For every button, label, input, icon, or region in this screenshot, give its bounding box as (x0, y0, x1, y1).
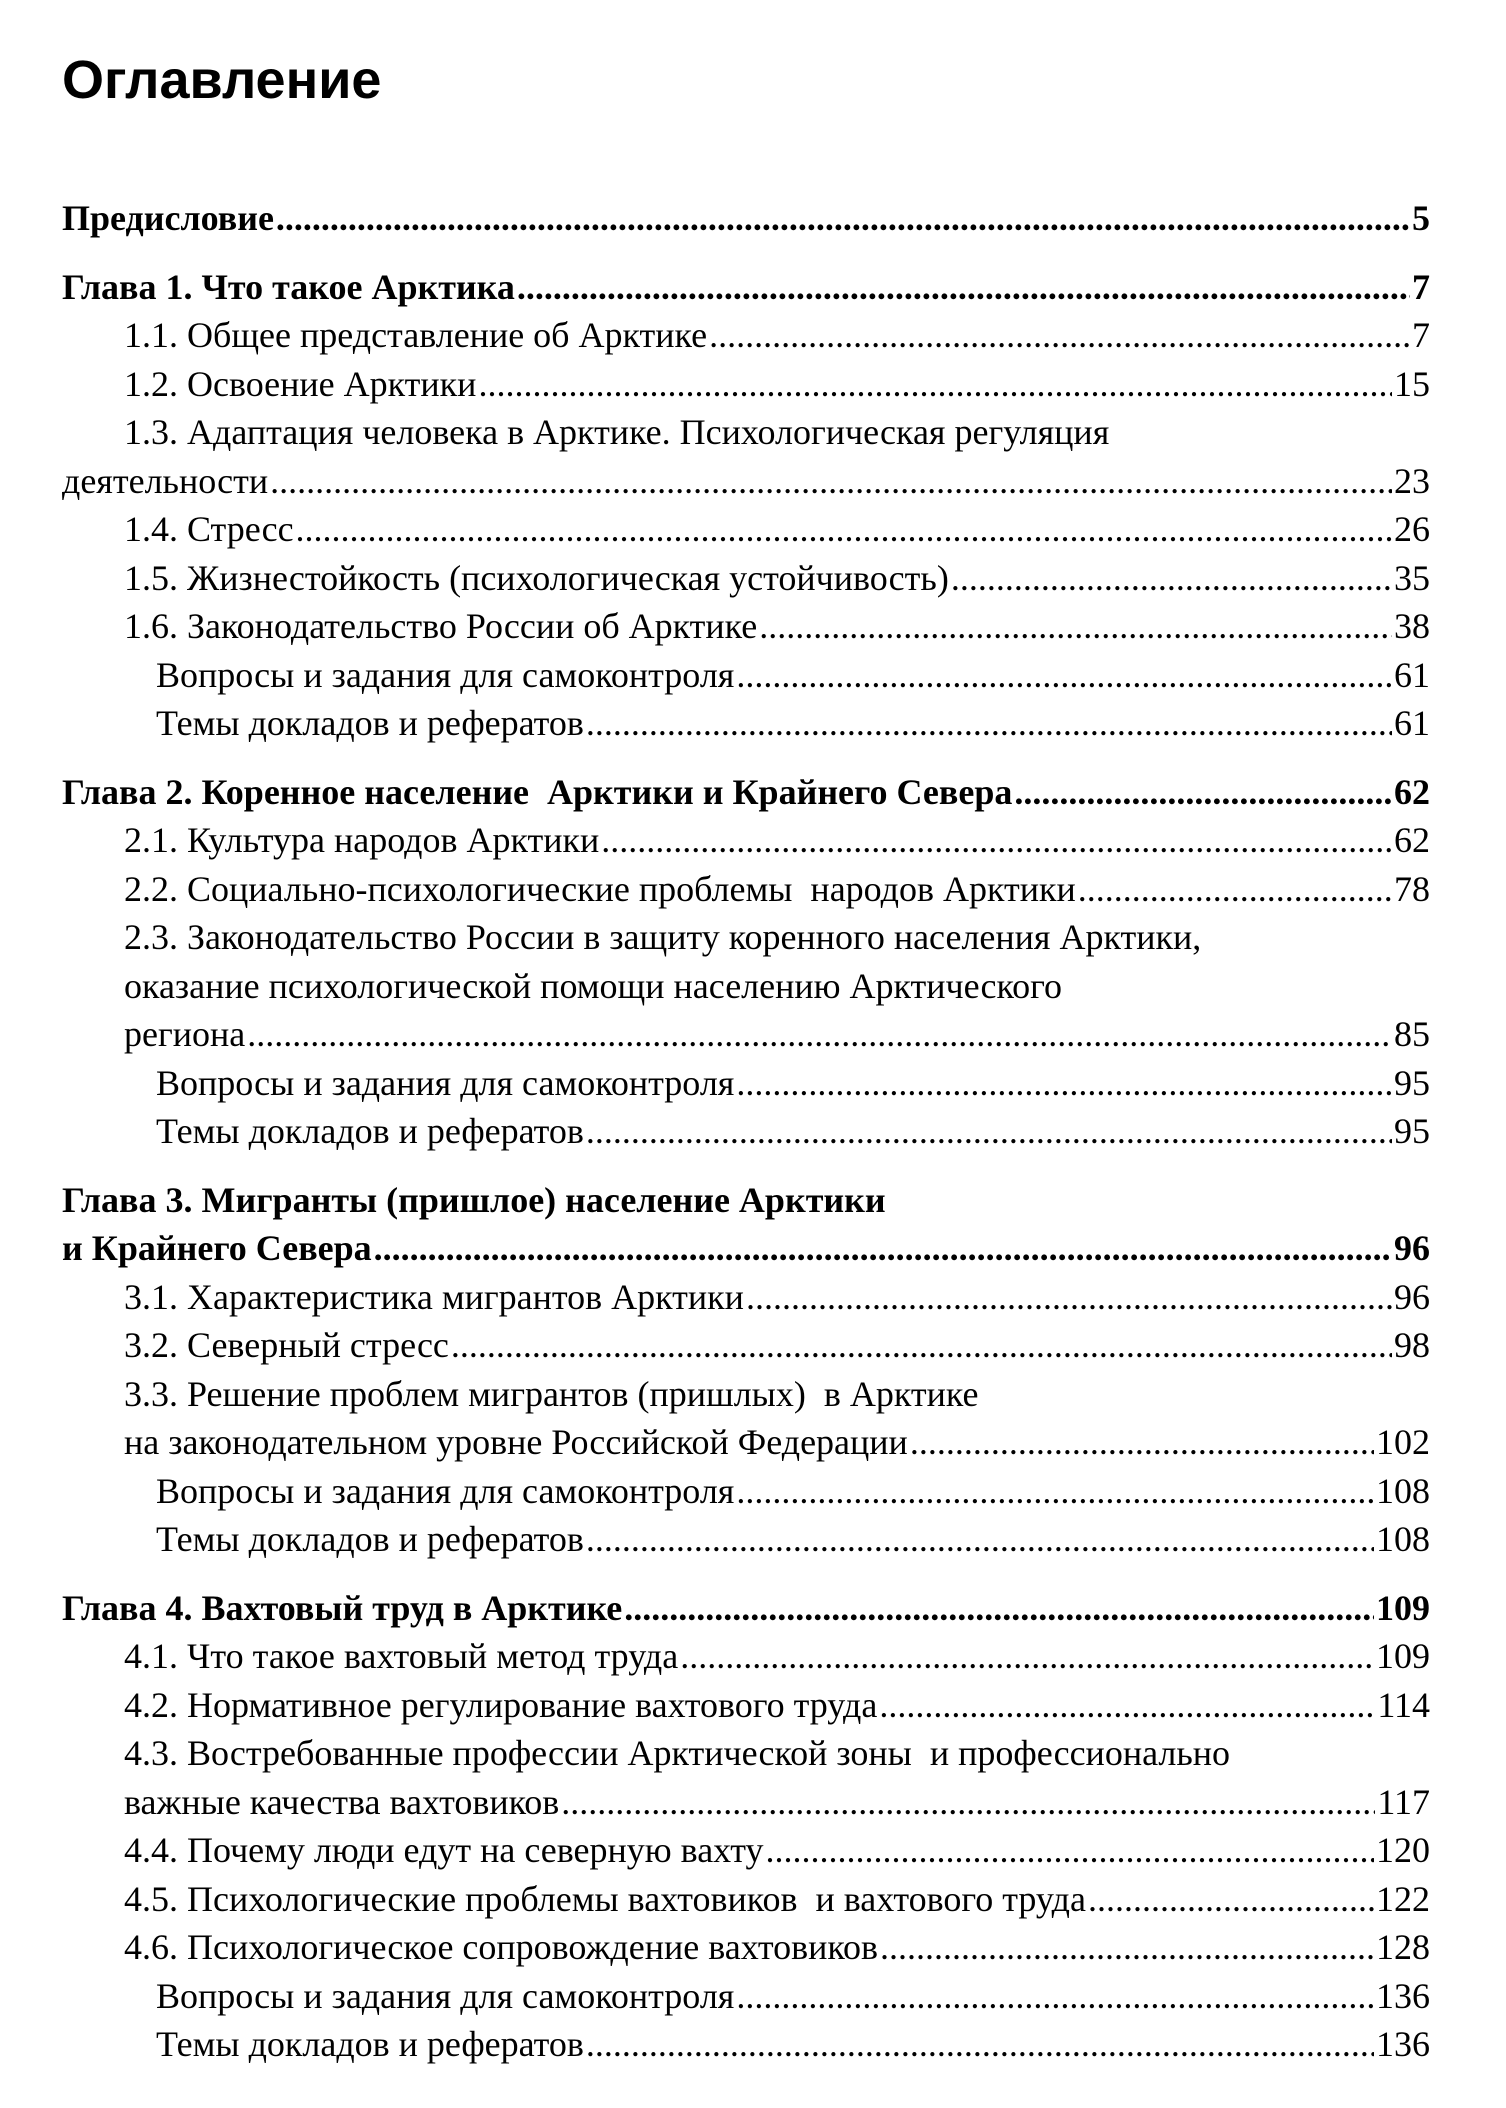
dot-leader (586, 1515, 1374, 1564)
toc-entry-label: 1.2. Освоение Арктики (124, 363, 477, 404)
toc-entry-label: Глава 4. Вахтовый труд в Арктике (62, 1587, 623, 1628)
table-of-contents (62, 194, 1430, 2069)
toc-page-number: 108 (1376, 1470, 1430, 1511)
toc-entry-section-4-3[interactable] (62, 1778, 1430, 1827)
toc-entry-label: 1.6. Законодательство России об Арктике (124, 606, 758, 646)
toc-entry-label: деятельности (62, 460, 269, 501)
dot-leader (296, 505, 1392, 554)
dot-leader (561, 1778, 1375, 1827)
dot-leader (766, 1826, 1374, 1875)
toc-entry-section-3-3[interactable] (62, 1418, 1430, 1467)
toc-entry-label: Темы докладов и рефератов (156, 1111, 584, 1151)
toc-page-number: 23 (1394, 460, 1430, 501)
toc-entry-section-2-3-line2[interactable]: оказание психологической помощи населению Арктического (124, 965, 1063, 1006)
toc-entry-label: 1.1. Общее представление об Арктике (124, 315, 708, 355)
dot-leader (736, 1467, 1374, 1516)
toc-entry-ch1-topics[interactable] (62, 699, 1430, 748)
toc-entry-preface[interactable] (62, 194, 1430, 243)
toc-entry-section-4-1[interactable] (62, 1632, 1430, 1681)
toc-entry-ch3-topics[interactable] (62, 1515, 1430, 1564)
toc-entry-section-4-4[interactable] (62, 1826, 1430, 1875)
toc-page-number: 35 (1394, 557, 1430, 598)
toc-entry-label: 2.2. Социально-психологические проблемы народов Арктики (124, 868, 1076, 909)
dot-leader (736, 1059, 1392, 1108)
toc-page-number: 7 (1412, 315, 1430, 355)
toc-entry-section-2-2[interactable] (62, 865, 1430, 914)
toc-entry-label: Вопросы и задания для самоконтроля (156, 1470, 735, 1511)
toc-page-number: 109 (1376, 1587, 1430, 1628)
dot-leader (374, 1224, 1392, 1273)
toc-entry-section-3-1[interactable] (62, 1273, 1430, 1322)
toc-entry-label: 4.4. Почему люди едут на северную вахту (124, 1830, 764, 1870)
dot-leader (910, 1418, 1374, 1467)
toc-entry-ch4-topics[interactable] (62, 2020, 1430, 2069)
toc-entry-section-3-2[interactable] (62, 1321, 1430, 1370)
toc-entry-section-4-2[interactable] (62, 1681, 1430, 1730)
dot-leader (586, 2020, 1374, 2069)
toc-page-number: 26 (1394, 509, 1430, 549)
toc-page-number: 62 (1394, 771, 1430, 812)
dot-leader (1088, 1875, 1374, 1924)
toc-page-number: 128 (1376, 1927, 1430, 1967)
dot-leader (601, 816, 1392, 865)
toc-page-number: 108 (1376, 1519, 1430, 1559)
dot-leader (451, 1321, 1392, 1370)
toc-page-number: 62 (1394, 820, 1430, 860)
toc-page (62, 40, 1430, 2069)
toc-page-number: 61 (1394, 703, 1430, 743)
toc-entry-section-1-1[interactable] (62, 311, 1430, 360)
toc-entry-section-3-3-line1[interactable]: 3.3. Решение проблем мигрантов (пришлых) в Арктике (124, 1373, 979, 1414)
toc-page-number: 15 (1394, 363, 1430, 404)
toc-entry-label: 2.1. Культура народов Арктики (124, 820, 600, 860)
toc-entry-section-2-3[interactable] (62, 1010, 1430, 1059)
toc-entry-ch4-questions[interactable] (62, 1972, 1430, 2021)
toc-entry-ch2-questions[interactable] (62, 1059, 1430, 1108)
toc-entry-label: 4.5. Психологические проблемы вахтовиков и вахтового труда (124, 1878, 1086, 1919)
toc-entry-label: 3.1. Характеристика мигрантов Арктики (124, 1276, 744, 1317)
dot-leader (709, 311, 1410, 360)
page-title: Оглавление (62, 50, 382, 110)
toc-page-number: 109 (1376, 1636, 1430, 1676)
dot-leader (276, 194, 1410, 243)
toc-entry-label: на законодательном уровне Российской Федерации (124, 1422, 908, 1462)
toc-entry-section-1-3-line1[interactable]: 1.3. Адаптация человека в Арктике. Психологическая регуляция (124, 412, 1110, 452)
toc-page-number: 85 (1394, 1014, 1430, 1054)
toc-page-number: 102 (1376, 1422, 1430, 1462)
toc-page-number: 136 (1376, 2024, 1430, 2064)
dot-leader (517, 263, 1410, 312)
dot-leader (586, 699, 1392, 748)
dot-leader (586, 1107, 1392, 1156)
toc-entry-label: региона (124, 1014, 246, 1054)
toc-entry-ch1-questions[interactable] (62, 651, 1430, 700)
toc-entry-chapter-3-line1[interactable]: Глава 3. Мигранты (пришлое) население Арктики (62, 1179, 886, 1220)
toc-entry-label: Глава 2. Коренное население Арктики и Крайнего Севера (62, 771, 1013, 812)
dot-leader (746, 1273, 1392, 1322)
toc-entry-label: Вопросы и задания для самоконтроля (156, 1975, 735, 2016)
toc-page-number: 96 (1394, 1228, 1430, 1268)
dot-leader (1014, 768, 1392, 817)
toc-entry-ch2-topics[interactable] (62, 1107, 1430, 1156)
toc-entry-chapter-4[interactable] (62, 1584, 1430, 1633)
toc-page-number: 120 (1376, 1830, 1430, 1870)
toc-entry-label: 1.5. Жизнестойкость (психологическая устойчивость) (124, 557, 949, 598)
toc-entry-label: Глава 1. Что такое Арктика (62, 266, 515, 307)
toc-page-number: 78 (1394, 868, 1430, 909)
toc-page-number: 117 (1377, 1781, 1430, 1822)
toc-entry-label: и Крайнего Севера (62, 1228, 372, 1268)
toc-entry-label: Темы докладов и рефератов (156, 2024, 584, 2064)
toc-entry-section-4-3-line1[interactable]: 4.3. Востребованные профессии Арктической зоны и профессионально (124, 1733, 1231, 1773)
toc-entry-label: Вопросы и задания для самоконтроля (156, 654, 735, 695)
toc-entry-label: Вопросы и задания для самоконтроля (156, 1062, 735, 1103)
dot-leader (759, 602, 1392, 651)
toc-page-number: 114 (1377, 1684, 1430, 1725)
toc-page-number: 98 (1394, 1325, 1430, 1365)
toc-entry-chapter-1[interactable] (62, 263, 1430, 312)
toc-entry-label: 3.2. Северный стресс (124, 1325, 449, 1365)
toc-entry-label: 1.4. Стресс (124, 509, 294, 549)
toc-entry-label: 4.2. Нормативное регулирование вахтового труда (124, 1684, 878, 1725)
toc-entry-chapter-2[interactable] (62, 768, 1430, 817)
toc-page-number: 136 (1376, 1975, 1430, 2016)
toc-entry-chapter-3[interactable] (62, 1224, 1430, 1273)
toc-entry-section-2-1[interactable] (62, 816, 1430, 865)
toc-entry-section-1-6[interactable] (62, 602, 1430, 651)
toc-entry-label: Темы докладов и рефератов (156, 703, 584, 743)
dot-leader (736, 1972, 1374, 2021)
toc-page-number: 95 (1394, 1062, 1430, 1103)
toc-entry-label: 4.1. Что такое вахтовый метод труда (124, 1636, 679, 1676)
dot-leader (951, 554, 1392, 603)
dot-leader (478, 360, 1392, 409)
dot-leader (736, 651, 1392, 700)
dot-leader (270, 457, 1392, 506)
toc-page-number: 7 (1412, 266, 1430, 307)
dot-leader (1078, 865, 1392, 914)
toc-entry-section-4-6[interactable] (62, 1923, 1430, 1972)
toc-entry-section-4-5[interactable] (62, 1875, 1430, 1924)
toc-page-number: 122 (1376, 1878, 1430, 1919)
toc-entry-section-1-5[interactable] (62, 554, 1430, 603)
toc-page-number: 38 (1394, 606, 1430, 646)
toc-entry-section-2-3-line1[interactable]: 2.3. Законодательство России в защиту коренного населения Арктики, (124, 917, 1202, 957)
toc-page-number: 61 (1394, 654, 1430, 695)
toc-page-number: 95 (1394, 1111, 1430, 1151)
toc-page-number: 96 (1394, 1276, 1430, 1317)
toc-entry-label: Темы докладов и рефератов (156, 1519, 584, 1559)
dot-leader (880, 1923, 1374, 1972)
dot-leader (879, 1681, 1375, 1730)
dot-leader (624, 1584, 1374, 1633)
dot-leader (680, 1632, 1374, 1681)
toc-entry-label: важные качества вахтовиков (124, 1781, 560, 1822)
toc-entry-section-1-4[interactable] (62, 505, 1430, 554)
toc-entry-section-1-2[interactable] (62, 360, 1430, 409)
toc-entry-section-1-3[interactable] (62, 457, 1430, 506)
toc-entry-label: Предисловие (62, 198, 274, 238)
dot-leader (247, 1010, 1392, 1059)
toc-entry-ch3-questions[interactable] (62, 1467, 1430, 1516)
toc-entry-label: 4.6. Психологическое сопровождение вахтовиков (124, 1927, 878, 1967)
toc-page-number: 5 (1412, 198, 1430, 238)
